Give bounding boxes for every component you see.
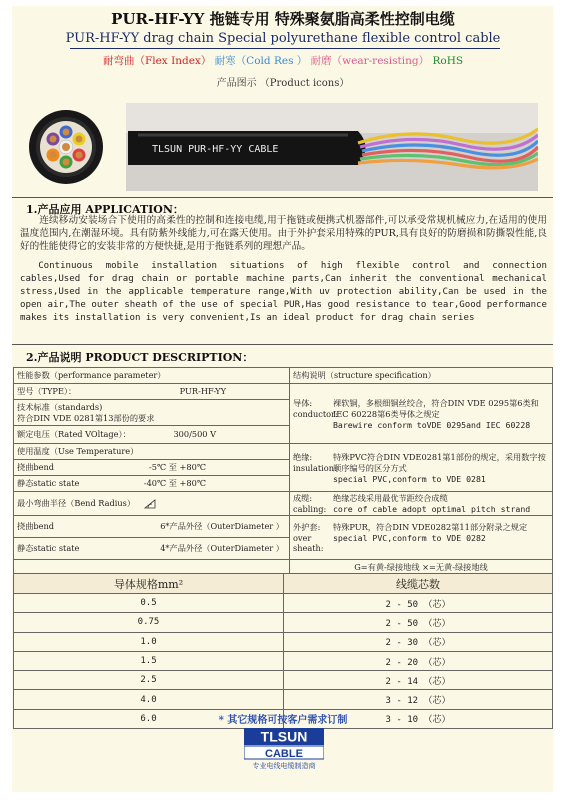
radius-bend-value: 6*产品外径（OuterDiameter ） — [160, 521, 284, 531]
radius-static-label: 静态static state — [17, 543, 80, 553]
voltage-cell — [14, 426, 290, 444]
prop-wear: 耐磨（wear-resisting） — [310, 55, 430, 67]
product-icons-label: 产品图示 （Product icons） — [216, 78, 350, 89]
cabling-cell — [290, 492, 553, 516]
conductor-cell — [290, 384, 553, 444]
table-row — [14, 651, 553, 670]
type-value: PUR-HF-YY — [179, 386, 226, 396]
cores-cell: 3 - 10 （芯） — [284, 709, 553, 728]
section-divider — [12, 344, 553, 345]
table-row — [14, 690, 553, 709]
sheath-text-en: special PVC,conform to VDE 0282 — [333, 533, 486, 543]
sheath-cell — [290, 516, 553, 560]
prop-cold: 耐寒（Cold Res ） — [214, 55, 308, 67]
cores-header: 线缆芯数 — [284, 574, 553, 594]
cores-cell: 2 - 14 （芯） — [284, 671, 553, 690]
size-cell: 1.5 — [14, 651, 284, 670]
cores-cell: 2 - 20 （芯） — [284, 651, 553, 670]
cores-cell: 2 - 30 （芯） — [284, 632, 553, 651]
custom-spec-note: * 其它规格可按客户需求订制 — [218, 715, 348, 726]
type-label: 型号（TYPE）： — [17, 386, 77, 396]
insulation-label-en: insulation: — [293, 462, 337, 473]
perf-header: 性能参数（performance parameter） — [14, 368, 290, 384]
radius-static-value: 4*产品外径（OuterDiameter ） — [160, 543, 284, 553]
spec-table — [13, 367, 553, 576]
conductor-text-cn: 裸软铜，多根细铜丝绞合，符合DIN VDE 0295第6类和IEC 60228第6类导体之规定 — [333, 397, 539, 419]
standard-label: 技术标准（standards) — [17, 401, 103, 412]
cable-side-view-image — [126, 103, 538, 191]
cabling-label-cn: 成缆: — [293, 493, 313, 503]
type-cell — [14, 384, 290, 400]
voltage-value: 300/500 V — [173, 429, 216, 439]
property-line — [0, 53, 566, 68]
insulation-label-cn: 绝缘: — [293, 451, 313, 462]
cabling-text-cn: 绝缘芯线采用最优节距绞合成缆 — [333, 493, 448, 503]
radius-bend-cell — [14, 516, 290, 538]
radius-label: 最小弯曲半径（Bend Radius） — [17, 498, 136, 508]
size-cell: 0.5 — [14, 594, 284, 613]
conductor-label — [293, 397, 338, 430]
cabling-text-en: core of cable adopt optimal pitch strand — [333, 504, 531, 514]
size-table — [13, 573, 553, 729]
radius-static-cell — [14, 538, 290, 560]
section-title-application: 1.产品应用 APPLICATION： — [26, 203, 184, 216]
conductor-label-cn: 导体: — [293, 397, 313, 408]
struct-header: 结构说明（structure specification） — [290, 368, 553, 384]
section-title-description: 2.产品说明 PRODUCT DESCRIPTION： — [26, 351, 254, 364]
table-row — [14, 613, 553, 632]
radius-bend-label: 挠曲bend — [17, 521, 54, 531]
cable-cross-section-image — [29, 110, 103, 184]
standard-value: 符合DIN VDE 0281第13部份的要求 — [17, 412, 155, 423]
cabling-label-en: cabling: — [293, 504, 327, 514]
standard-cell — [14, 400, 290, 426]
prop-rohs: RoHS — [432, 55, 464, 67]
size-cell: 2.5 — [14, 671, 284, 690]
table-row — [14, 594, 553, 613]
size-header: 导体规格mm² — [14, 574, 284, 594]
document-subtitle: PUR-HF-YY drag chain Special polyurethane flexible control cable — [65, 31, 501, 46]
conductor-label-en: conductor: — [293, 408, 338, 419]
insulation-text-cn: 特殊PVC符合DIN VDE0281第1部份的规定，采用数字按顺序编号的区分方式 — [333, 451, 546, 473]
voltage-label: 额定电压（Rated VOltage）： — [17, 429, 131, 439]
cores-cell: 3 - 12 （芯） — [284, 690, 553, 709]
logo-tlsun-text: TLSUN — [260, 728, 308, 745]
temp-bend-label: 挠曲bend — [17, 462, 54, 472]
product-image — [28, 99, 538, 195]
ground-legend: G=有黄-绿接地线 ×=无黄-绿接地线 — [290, 560, 553, 576]
sheath-label-cn: 外护套: — [293, 522, 321, 532]
size-cell: 4.0 — [14, 690, 284, 709]
temp-static-value: -40℃ 至 +80℃ — [143, 478, 206, 488]
conductor-text-en: Barewire conform toVDE 0295and IEC 60228 — [333, 419, 531, 430]
size-cell: 0.75 — [14, 613, 284, 632]
size-cell: 6.0 — [14, 709, 284, 728]
temp-bend-cell — [14, 460, 290, 476]
prop-flex: 耐弯曲（Flex Index） — [102, 55, 212, 67]
temp-static-label: 静态static state — [17, 478, 80, 488]
section-divider — [12, 197, 553, 198]
cable-print-text: TLSUN PUR-HF-YY CABLE — [152, 144, 279, 155]
temp-bend-value: -5℃ 至 +80℃ — [149, 462, 206, 472]
temperature-label: 使用温度（Use Temperature） — [14, 444, 290, 460]
cores-cell: 2 - 50 （芯） — [284, 613, 553, 632]
table-row — [14, 671, 553, 690]
bend-radius-icon — [144, 499, 156, 509]
insulation-text-en: special PVC,conform to VDE 0281 — [333, 473, 486, 484]
document-title: PUR-HF-YY 拖链专用 特殊聚氨脂高柔性控制电缆 — [111, 10, 455, 28]
cores-cell: 2 - 50 （芯） — [284, 594, 553, 613]
radius-cell — [14, 492, 290, 516]
table-row — [14, 632, 553, 651]
application-text-en: Continuous mobile installation situations of high flexible control and connection cables,Used for drag chain or portable machine parts,Can inherit the conventional mechanical stress,Used in the applicable temperature range,With uv protection ability,Can be used in the open air,The outer sheath of the use of special PUR,Has good resistance to tear,Good performance makes its installation is very convenient,Is an ideal product for drag chain series — [20, 261, 547, 323]
temp-static-cell — [14, 476, 290, 492]
size-cell: 1.0 — [14, 632, 284, 651]
sheath-text-cn: 特殊PUR，符合DIN VDE0282第11部分附录之规定 — [333, 522, 528, 532]
tlsun-cable-logo — [244, 728, 324, 770]
application-text-cn: 连续移动安装场合下使用的高柔性的控制和连接电缆,用于拖链或便携式机器部件,可以承受常规机械应力,在适用的使用温度范围内,在潮湿环境。具有防紫外线能力,可在露天使用。由于外护套采用特殊的PUR,具有良好的防磨损和防撕裂性能,良好的性能使得它的安装非常的方便快捷,是用于拖链系列的理想产品。 — [20, 215, 547, 252]
subtitle-underline — [70, 48, 500, 49]
logo-tagline-text: 专业电线电缆制造商 — [252, 762, 316, 770]
sheath-label-en: over sheath: — [293, 533, 324, 553]
insulation-cell — [290, 444, 553, 492]
logo-cable-text: CABLE — [265, 748, 303, 760]
